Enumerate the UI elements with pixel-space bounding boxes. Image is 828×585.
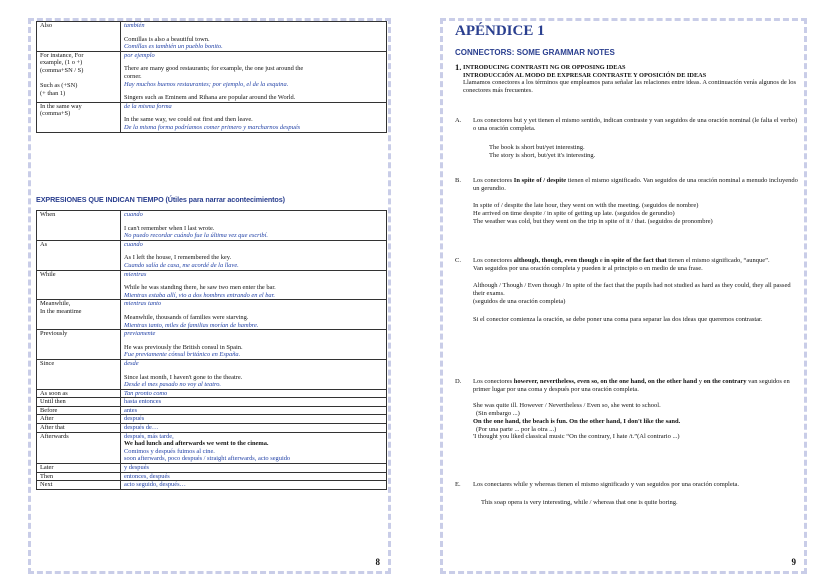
row-content-line: Desde el mes pasado no voy al teatro. [124, 381, 222, 389]
row-label [37, 472, 121, 481]
row-content [121, 300, 387, 330]
section-1-number: 1. [455, 62, 462, 72]
section-a-example-1: The book is short but/yet interesting. [489, 144, 585, 152]
row-label [37, 22, 121, 52]
row-content-line: después [124, 415, 145, 423]
row-content-line: entonces, después [124, 472, 170, 480]
section-d-example-1: She was quite ill. However / Nevertheless / Even so, she went to school. [473, 402, 661, 410]
row-content-line: Meanwhile, thousands of families were starving. [124, 313, 249, 321]
row-content [121, 398, 387, 407]
section-d [455, 378, 800, 441]
row-content [121, 389, 387, 398]
row-label-line: (+ than 1) [40, 89, 66, 97]
row-content-line: In the same way, we could eat first and then leave. [124, 116, 253, 124]
row-content-line: Comillas is also a beautiful town. [124, 35, 210, 43]
section-1-title-es: INTRODUCCIÓN AL MODO DE EXPRESAR CONTRASTE Y OPOSICIÓN DE IDEAS [463, 71, 707, 79]
row-label-line: Afterwards [40, 432, 69, 440]
section-c-letter: C. [455, 257, 461, 264]
table-row [37, 359, 387, 389]
row-content-line: Fue previamente cónsul británico en España. [124, 351, 241, 359]
row-content-line: mientras [124, 270, 147, 278]
table-row [37, 240, 387, 270]
row-content-line: As I left the house, I remembered the key. [124, 254, 232, 262]
row-label-line: As soon as [40, 389, 68, 397]
row-label [37, 51, 121, 102]
table-row [37, 211, 387, 241]
section-e-example: This soap opera is very interesting, while / whereas that one is quite boring. [481, 498, 678, 506]
row-label [37, 406, 121, 415]
row-label-line: Next [40, 481, 53, 489]
row-content-line: acto seguido, después… [124, 481, 186, 489]
row-content-line: Comillas es también un pueblo bonito. [124, 43, 223, 51]
section-c-text-2: Van seguidos por una oración completa y pueden ir al principio o en medio de una frase. [473, 264, 703, 272]
row-label [37, 415, 121, 424]
row-content-line: cuando [124, 211, 143, 218]
table-row [37, 481, 387, 490]
row-label-line: As [40, 240, 48, 248]
row-content [121, 432, 387, 463]
left-page [28, 18, 391, 574]
row-content-line: cuando [124, 240, 143, 248]
row-content-line: Hay muchos buenos restaurantes; por ejemplo, el de la esquina. [124, 80, 289, 88]
row-label [37, 432, 121, 463]
row-content [121, 270, 387, 300]
row-content-line: Cuando salía de casa, me acordé de la llave. [124, 261, 239, 269]
row-label-line: Meanwhile, [40, 300, 71, 308]
section-c-example-2: (seguidos de una oración completa) [473, 297, 566, 305]
row-label-line: (comma+S) [40, 110, 71, 118]
section-1-text: Llamamos conectores a los términos que empleamos para señalar las relaciones entre ideas. A continuación verás algunos de los conectores más frecuentes. [463, 79, 797, 95]
row-content-line: He was previously the British consul in Spain. [124, 343, 243, 351]
row-content [121, 424, 387, 433]
row-label [37, 102, 121, 132]
page-number-left: 8 [375, 557, 380, 567]
table-row [37, 330, 387, 360]
section-c-note: Si el conector comienza la oración, se debe poner una coma para separar las dos ideas que queremos contrastar. [473, 315, 763, 323]
row-content [121, 51, 387, 102]
time-expressions-heading: EXPRESIONES QUE INDICAN TIEMPO (Útiles para narrar acontecimientos) [36, 195, 285, 204]
row-content-line: De la misma forma podríamos comer primero y marcharnos después [124, 123, 301, 131]
table-row [37, 389, 387, 398]
row-label [37, 464, 121, 473]
row-label-line: Until then [40, 398, 66, 406]
row-content [121, 211, 387, 241]
row-label [37, 330, 121, 360]
section-e [455, 481, 800, 506]
row-label-line: After that [40, 424, 65, 432]
row-content-line: mientras tanto [124, 300, 162, 308]
section-a-text: Los conectores but y yet tienen el mismo sentido, indican contraste y van seguidos de una oración nominal (le falta el verbo) o una oración completa. [473, 117, 798, 132]
row-content-line: Mientras estaba allí, vio a dos hombres entrando en el bar. [124, 291, 275, 299]
row-label [37, 300, 121, 330]
row-content-line: Mientras tanto, miles de familias morían de hambre. [124, 321, 259, 329]
row-content-line: There are many good restaurants; for example, the one just around the [124, 65, 304, 73]
section-d-text: Los conectores however, nevertheless, even so, on the one hand, on the other hand y on the contrary van seguidos en primer lugar por una coma y después por una oración completa. [473, 378, 790, 393]
row-label-line: Also [40, 22, 53, 29]
section-b-example-2: He arrived on time despite / in spite of getting up late. (seguidos de gerundio) [473, 210, 675, 218]
row-content-line: corner. [124, 72, 142, 80]
row-content-line: también [124, 22, 145, 29]
section-d-example-4: (Por una parte ... por la otra ...) [476, 425, 557, 433]
table-row [37, 472, 387, 481]
section-c-text: Los conectores although, though, even though e in spite of the fact that tienen el mismo significado, “aunque”. [473, 257, 770, 264]
row-label [37, 389, 121, 398]
row-content-line: después de… [124, 424, 159, 432]
section-e-letter: E. [455, 481, 461, 488]
row-content-line: I can't remember when I last wrote. [124, 224, 215, 232]
row-content [121, 240, 387, 270]
row-content-line: Comimos y después fuimos al cine. [124, 447, 215, 455]
row-content-line: hasta entonces [124, 398, 162, 406]
row-content-line: No puedo recordar cuándo fue la última vez que escribí. [124, 232, 269, 240]
row-label-line: In the same way [40, 102, 82, 110]
section-e-text: Los conectares while y whereas tienen el mismo significado y van seguidos por una oración completa. [473, 481, 740, 488]
right-page [440, 18, 807, 574]
row-label [37, 240, 121, 270]
row-content-line: Tan pronto como [124, 389, 168, 397]
row-label [37, 481, 121, 490]
table-row [37, 300, 387, 330]
appendix-subtitle: CONNECTORS: SOME GRAMMAR NOTES [455, 48, 615, 57]
row-label-line: Before [40, 406, 58, 414]
row-label-line: When [40, 211, 56, 218]
section-c-example-1: Although / Though / Even though / In spite of the fact that the pupils had not studied as hard as they could, they all passed their exams. [473, 282, 791, 298]
table-row [37, 464, 387, 473]
table-row [37, 432, 387, 463]
table-row [37, 415, 387, 424]
row-label [37, 359, 121, 389]
table-row [37, 51, 387, 102]
appendix-title: APÉNDICE 1 [455, 23, 545, 39]
row-content-line: soon afterwards, poco después / straight afterwards, acto seguido [124, 455, 291, 463]
row-content-line: desde [124, 359, 139, 367]
row-content-line: después, más tarde, [124, 432, 174, 440]
row-label [37, 211, 121, 241]
section-a-letter: A. [455, 117, 462, 124]
row-content [121, 406, 387, 415]
section-b-letter: B. [455, 177, 461, 184]
row-content-line: de la misma forma [124, 102, 172, 110]
section-1-title-en: INTRODUCING CONTRASTI NG OR OPPOSING IDEAS [463, 64, 626, 71]
row-content [121, 415, 387, 424]
row-label-line: For instance, For [40, 51, 84, 59]
table-row [37, 398, 387, 407]
row-content [121, 481, 387, 490]
section-a [455, 117, 800, 160]
table-row [37, 102, 387, 132]
row-label-line [40, 75, 117, 83]
section-d-example-5: 'I thought you liked classical music “On the contrary, I hate /t.”(Al contrario ...) [473, 433, 680, 441]
section-a-example-2: The story is short, but/yet it's interesting. [489, 152, 596, 160]
row-content [121, 472, 387, 481]
page-number-right: 9 [791, 557, 796, 567]
section-b-example-1: In spite of / despite the late hour, they went on with the meeting. (seguidos de nombre) [473, 202, 699, 210]
section-c [455, 257, 800, 323]
row-content [121, 359, 387, 389]
row-content-line: por ejemplo [124, 51, 155, 59]
row-label-line: While [40, 270, 56, 278]
row-content [121, 22, 387, 52]
section-d-example-3: On the one hand, the beach is fun. On the other hand, I don't like the sand. [473, 417, 681, 425]
row-label [37, 398, 121, 407]
row-label-line: Later [40, 464, 54, 472]
row-label [37, 270, 121, 300]
connector-table-1 [36, 21, 387, 133]
row-content-line: antes [124, 406, 138, 414]
row-label [37, 424, 121, 433]
row-label-line: Previously [40, 330, 68, 338]
row-label-line: Then [40, 472, 54, 480]
row-content-line: y después [124, 464, 150, 472]
row-label-line: In the meantime [40, 307, 82, 315]
row-content [121, 102, 387, 132]
section-b-example-3: The weather was cold, but they went on the trip in spite of it / that. (seguidos de pronombre) [473, 217, 713, 225]
row-content-line: Singers such as Eminem and Rihana are popular around the World. [124, 94, 296, 102]
row-label-line: Since [40, 359, 55, 367]
row-label-line: Such as (+SN) [40, 82, 78, 90]
table-row [37, 424, 387, 433]
row-content-line: previamente [124, 330, 156, 338]
time-expressions-table [36, 210, 387, 490]
row-label-line: (comma+SN / S) [40, 66, 84, 74]
row-label-line: After [40, 415, 54, 423]
row-label-line: example, (1 o +) [40, 59, 83, 67]
table-row [37, 406, 387, 415]
row-content [121, 330, 387, 360]
row-content-line: While he was standing there, he saw two men enter the bar. [124, 284, 276, 292]
section-1 [455, 64, 800, 95]
row-content [121, 464, 387, 473]
table-row [37, 22, 387, 52]
row-content-line: Since last month, I haven't gone to the theatre. [124, 373, 243, 381]
section-d-example-2: (Sin embargo ...) [476, 410, 520, 418]
table-row [37, 270, 387, 300]
row-content-line: We had lunch and afterwards we went to the cinema. [124, 440, 269, 448]
section-b [455, 177, 800, 226]
section-b-text: Los conectores In spite of / despite tienen el mismo significado. Van seguidos de una oración nominal a menudo incluyendo un gerundio. [473, 177, 798, 192]
section-d-letter: D. [455, 378, 462, 385]
